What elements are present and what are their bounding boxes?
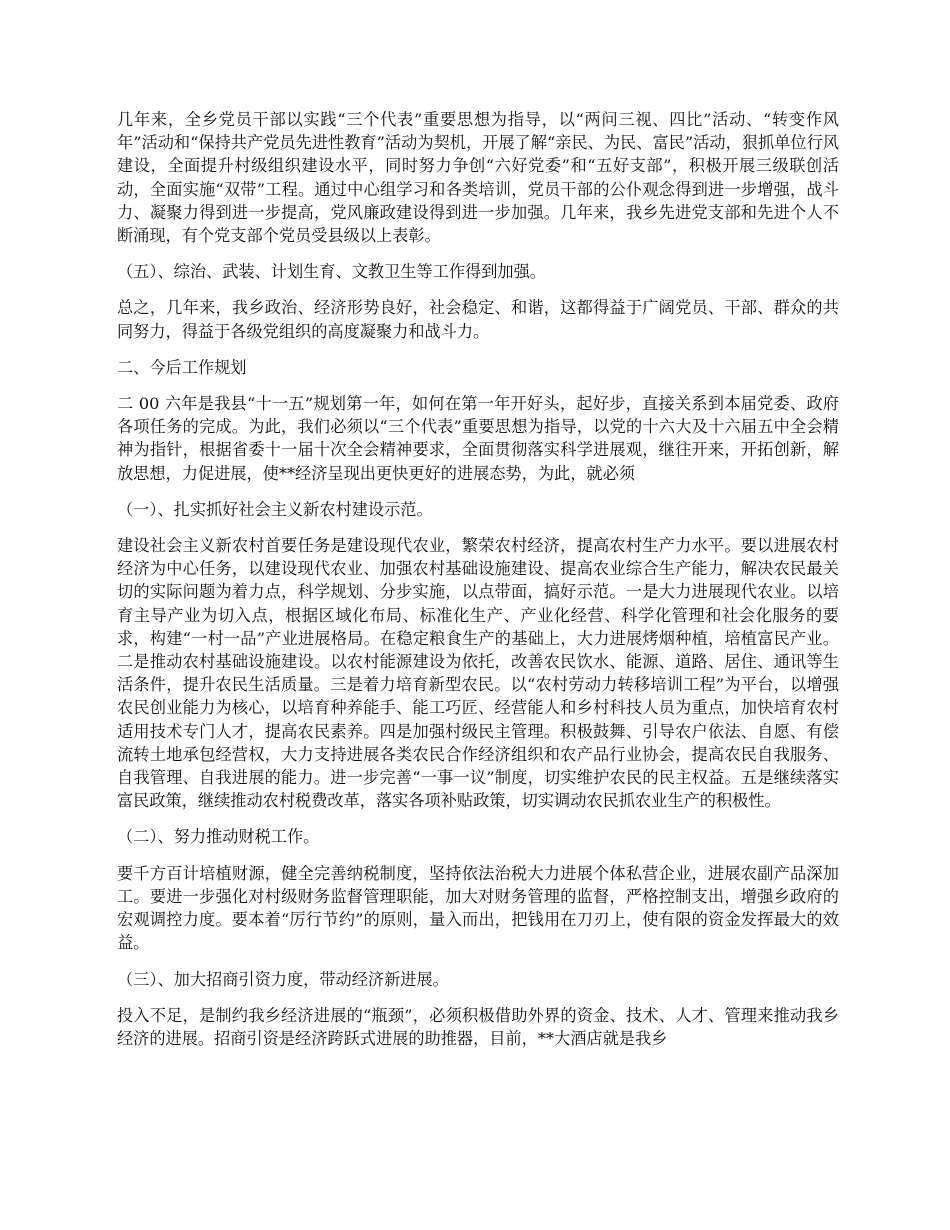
- paragraph-finance-tax: 要千方百计培植财源，健全完善纳税制度，坚持依法治税大力进展个体私营企业，进展农副产品深加工。要进一步强化对村级财务监督管理职能，加大对财务管理的监督，严格控制支出，增强乡政府的宏观调控力度。要本着“厉行节约”的原则，量入而出，把钱用在刀刃上，使有限的资金发挥最大的效益。: [117, 863, 839, 953]
- paragraph-new-countryside: 建设社会主义新农村首要任务是建设现代农业，繁荣农村经济，提高农村生产力水平。要以进展农村经济为中心任务，以建设现代农业、加强农村基础设施建设、提高农业综合生产能力，解决农民最关切的实际问题为着力点，科学规划、分步实施，以点带面，搞好示范。一是大力进展现代农业。以培育主导产业为切入点，根据区域化布局、标准化生产、产业化经营、科学化管理和社会化服务的要求，构建“一村一品”产业进展格局。在稳定粮食生产的基础上，大力进展烤烟种植，培植富民产业。二是推动农村基础设施建设。以农村能源建设为依托，改善农民饮水、能源、道路、居住、通讯等生活条件，提升农民生活质量。三是着力培育新型农民。以“农村劳动力转移培训工程”为平台，以增强农民创业能力为核心，以培育种养能手、能工巧匠、经营能人和乡村科技人员为重点，加快培育农村适用技术专门人才，提高农民素养。四是加强村级民主管理。积极鼓舞、引导农户依法、自愿、有偿流转土地承包经营权，大力支持进展各类农民合作经济组织和农产品行业协会，提高农民自我服务、自我管理、自我进展的能力。进一步完善“一事一议”制度，切实维护农民的民主权益。五是继续落实富民政策，继续推动农村税费改革，落实各项补贴政策，切实调动农民抓农业生产的积极性。: [117, 536, 839, 811]
- document-body: [117, 108, 839, 1063]
- paragraph-party-building: 几年来，全乡党员干部以实践“三个代表”重要思想为指导，以“两问三视、四比”活动、“转变作风年”活动和“保持共产党员先进性教育”活动为契机，开展了解“亲民、为民、富民”活动，狠抓单位行风建设，全面提升村级组织建设水平，同时努力争创“六好党委”和“五好支部”，积极开展三级联创活动，全面实施“双带”工程。通过中心组学习和各类培训，党员干部的公仆观念得到进一步增强，战斗力、凝聚力得到进一步提高，党风廉政建设得到进一步加强。几年来，我乡先进党支部和先进个人不断涌现，有个党支部个党员受县级以上表彰。: [117, 110, 839, 246]
- paragraph-summary: 总之，几年来，我乡政治、经济形势良好，社会稳定、和谐，这都得益于广阔党员、干部、群众的共同努力，得益于各级党组织的高度凝聚力和战斗力。: [117, 298, 839, 341]
- paragraph-investment: 投入不足，是制约我乡经济进展的“瓶颈”，必须积极借助外界的资金、技术、人才、管理来推动我乡经济的进展。招商引资是经济跨跃式进展的助推器，目前，**大酒店就是我乡: [117, 1005, 839, 1048]
- heading-section-1: （一）、扎实抓好社会主义新农村建设示范。: [117, 499, 433, 519]
- heading-future-plan: 二、今后工作规划: [117, 357, 247, 377]
- heading-section-3: （三）、加大招商引资力度，带动经济新进展。: [117, 969, 449, 989]
- heading-section-5: （五）、综治、武装、计划生育、文教卫生等工作得到加强。: [117, 262, 546, 282]
- heading-section-2: （二）、努力推动财税工作。: [117, 827, 320, 847]
- paragraph-plan-intro: 二 00 六年是我县“十一五”规划第一年，如何在第一年开好头，起好步，直接关系到本届党委、政府各项任务的完成。为此，我们必须以“三个代表”重要思想为指导，以党的十六大及十六届五中全会精神为指针，根据省委十一届十次全会精神要求，全面贯彻落实科学进展观，继往开来，开拓创新，解放思想，力促进展，使**经济呈现出更快更好的进展态势，为此，就必须: [117, 394, 839, 483]
